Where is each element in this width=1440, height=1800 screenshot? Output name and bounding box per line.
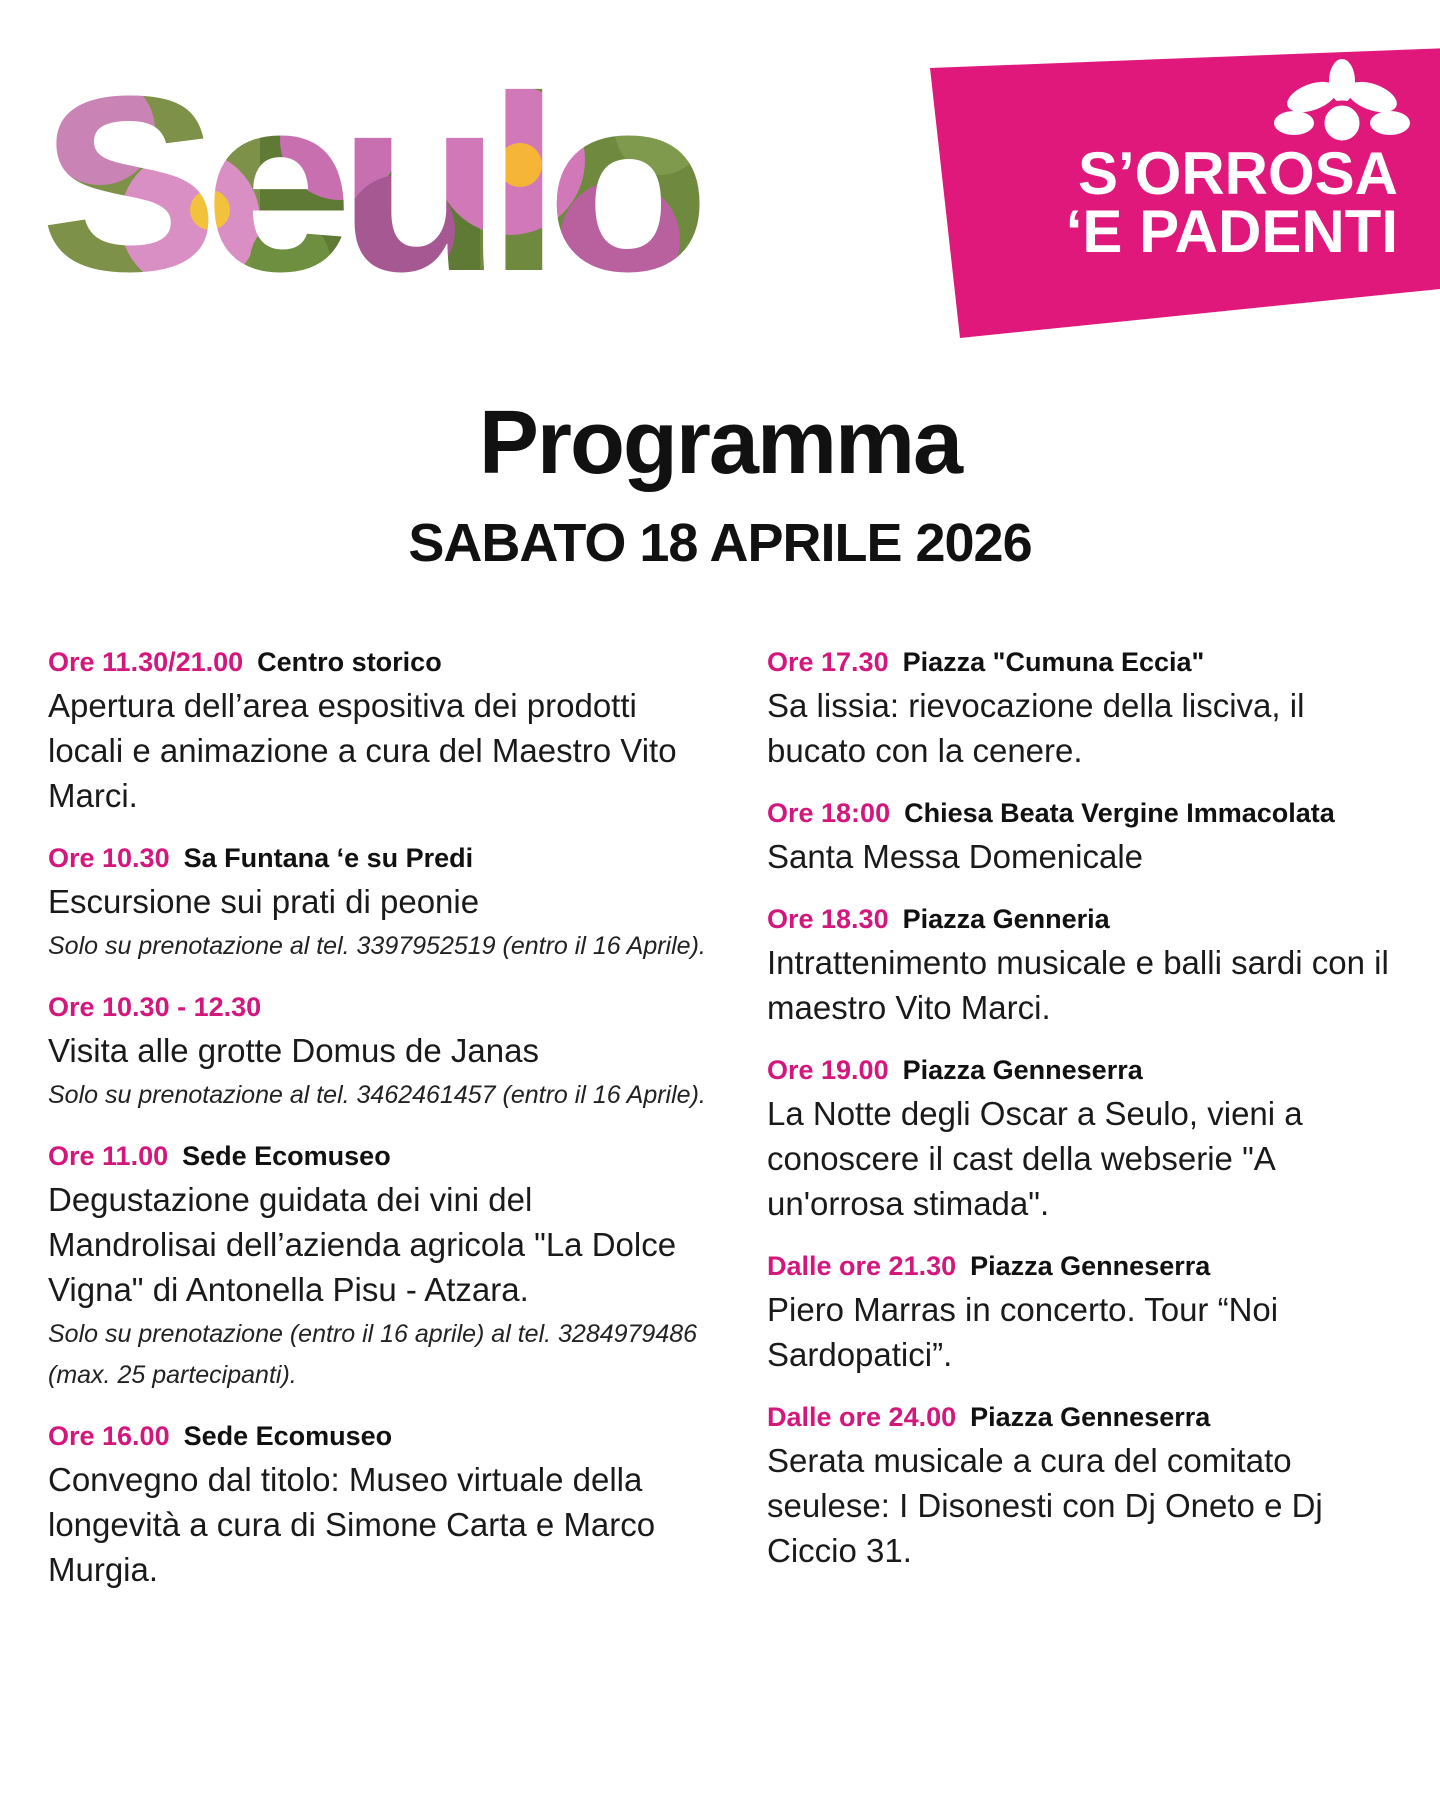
item-description: Intrattenimento musicale e balli sardi con il maestro Vito Marci. (767, 944, 1389, 1026)
program-item (767, 645, 1407, 773)
item-time: Ore 18.30 (767, 904, 889, 934)
item-description: Sa lissia: rievocazione della lisciva, il bucato con la cenere. (767, 687, 1305, 769)
banner-line2: ‘E PADENTI (1065, 198, 1398, 265)
item-time: Dalle ore 24.00 (767, 1402, 957, 1432)
program-item (48, 1139, 708, 1396)
item-place: Piazza Genneserra (970, 1402, 1211, 1432)
item-place: Centro storico (257, 647, 442, 677)
item-time: Ore 19.00 (767, 1055, 889, 1085)
page-title: Programma (478, 393, 962, 493)
program-item (767, 1053, 1407, 1226)
item-time: Dalle ore 21.30 (767, 1251, 957, 1281)
item-time: Ore 17.30 (767, 647, 889, 677)
seulo-logo-graphic (40, 70, 700, 295)
item-description: Piero Marras in concerto. Tour “Noi Sardopatici”. (767, 1291, 1279, 1373)
item-header (48, 990, 708, 1024)
item-place: Chiesa Beata Vergine Immacolata (904, 798, 1335, 828)
item-description: Degustazione guidata dei vini del Mandrolisai dell’azienda agricola "La Dolce Vigna" di Antonella Pisu - Atzara. (48, 1181, 677, 1308)
item-header (48, 841, 708, 875)
program-item (48, 645, 708, 818)
item-place: Piazza "Cumuna Eccia" (902, 647, 1205, 677)
item-time: Ore 11.30/21.00 (48, 647, 244, 677)
item-place: Piazza Genneserra (902, 1055, 1143, 1085)
event-banner (930, 48, 1440, 338)
item-header (767, 1400, 1407, 1434)
item-header (48, 1139, 708, 1173)
program-item (48, 1419, 708, 1592)
item-description: Santa Messa Domenicale (767, 838, 1144, 875)
program-item (767, 902, 1407, 1030)
item-time: Ore 10.30 (48, 843, 170, 873)
item-note: Solo su prenotazione al tel. 3462461457 (entro il 16 Aprile). (48, 1081, 706, 1109)
item-time: Ore 10.30 - 12.30 (48, 992, 262, 1022)
item-description: Serata musicale a cura del comitato seulese: I Disonesti con Dj Oneto e Dj Ciccio 31. (767, 1442, 1323, 1569)
seulo-logo (40, 70, 700, 295)
item-description: Escursione sui prati di peonie (48, 883, 480, 920)
item-place: Sa Funtana ‘e su Predi (183, 843, 474, 873)
item-place: Piazza Genneserra (970, 1251, 1211, 1281)
item-note: Solo su prenotazione al tel. 3397952519 (entro il 16 Aprile). (48, 932, 706, 960)
event-date: SABATO 18 APRILE 2026 (408, 513, 1032, 573)
program-column-right (767, 645, 1407, 1596)
item-time: Ore 11.00 (48, 1141, 169, 1171)
item-description: Apertura dell’area espositiva dei prodotti locali e animazione a cura del Maestro Vito Marci. (48, 687, 677, 814)
program-item (48, 841, 708, 967)
program-item (767, 1400, 1407, 1573)
item-header (767, 1249, 1407, 1283)
program-column-left (48, 645, 708, 1615)
item-header (767, 902, 1407, 936)
program-item (48, 990, 708, 1116)
banner-line1: S’ORROSA (1077, 140, 1398, 207)
item-header (767, 1053, 1407, 1087)
item-description: La Notte degli Oscar a Seulo, vieni a conoscere il cast della webserie "A un'orrosa stimada". (767, 1095, 1303, 1222)
banner-graphic (930, 48, 1440, 338)
item-place: Sede Ecomuseo (182, 1141, 391, 1171)
item-place: Piazza Genneria (902, 904, 1110, 934)
item-header (48, 645, 708, 679)
item-time: Ore 18:00 (767, 798, 891, 828)
item-note: Solo su prenotazione (entro il 16 aprile) al tel. 3284979486 (max. 25 partecipanti). (48, 1320, 698, 1389)
item-header (767, 645, 1407, 679)
item-header (767, 796, 1407, 830)
item-time: Ore 16.00 (48, 1421, 170, 1451)
program-item (767, 796, 1407, 879)
item-description: Visita alle grotte Domus de Janas (48, 1032, 539, 1069)
item-description: Convegno dal titolo: Museo virtuale della longevità a cura di Simone Carta e Marco Murgia. (48, 1461, 656, 1588)
program-item (767, 1249, 1407, 1377)
item-place: Sede Ecomuseo (183, 1421, 393, 1451)
item-header (48, 1419, 708, 1453)
